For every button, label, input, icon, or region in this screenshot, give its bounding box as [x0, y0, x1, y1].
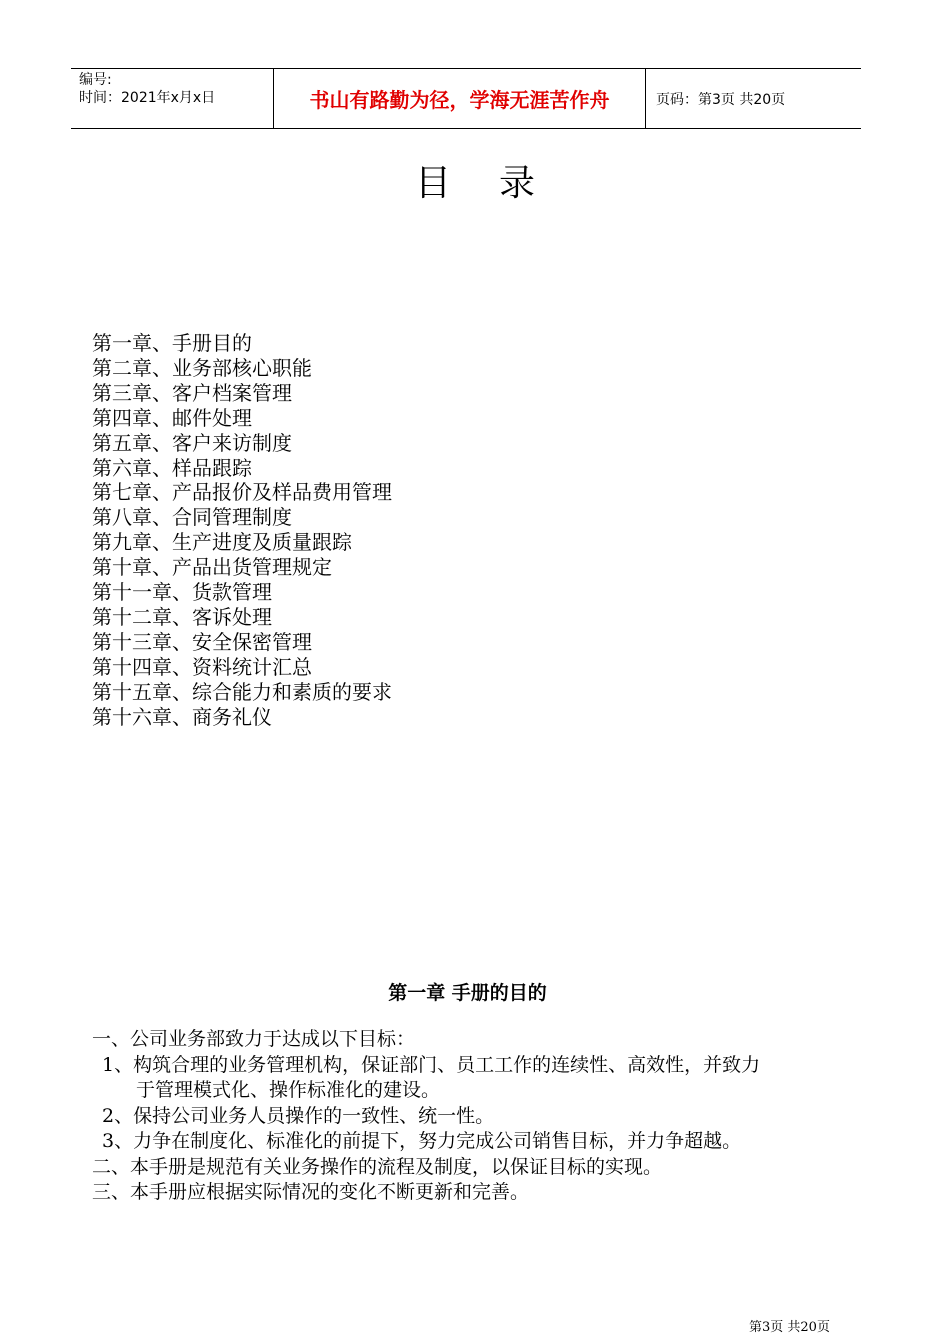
- toc-item: 第七章、产品报价及样品费用管理: [92, 480, 392, 505]
- paragraph: 2、保持公司业务人员操作的一致性、统一性。: [102, 1104, 495, 1127]
- paragraph: 于管理模式化、操作标准化的建设。: [136, 1079, 441, 1101]
- header-page-info: 页码：第3页 共20页: [656, 91, 786, 108]
- paragraph: 二、本手册是规范有关业务操作的流程及制度，以保证目标的实现。: [92, 1155, 663, 1178]
- toc-item: 第十五章、综合能力和素质的要求: [92, 679, 392, 704]
- toc-item: 第二章、业务部核心职能: [92, 355, 312, 380]
- paragraph: 3、力争在制度化、标准化的前提下，努力完成公司销售目标，并力争超越。: [102, 1130, 742, 1152]
- toc-item: 第九章、生产进度及质量跟踪: [92, 530, 352, 555]
- toc-title: 目录: [414, 163, 583, 204]
- document-number-label: 编号:: [79, 72, 112, 88]
- chapter-body: [92, 1027, 852, 1206]
- toc-item: 第一章、手册目的: [92, 331, 252, 355]
- toc-item: 第十六章、商务礼仪: [92, 704, 272, 729]
- toc-item: 第十三章、安全保密管理: [92, 629, 312, 654]
- header-motto: 书山有路勤为径，学海无涯苦作舟: [273, 69, 646, 128]
- chapter-title: 第一章 手册的目的: [388, 982, 547, 1004]
- page-footer: 第3页 共20页: [749, 1320, 830, 1335]
- paragraph: 一、公司业务部致力于达成以下目标：: [92, 1028, 416, 1050]
- table-of-contents: [92, 331, 392, 730]
- toc-item: 第十章、产品出货管理规定: [92, 555, 332, 580]
- paragraph: 三、本手册应根据实际情况的变化不断更新和完善。: [92, 1181, 530, 1203]
- toc-item: 第八章、合同管理制度: [92, 505, 292, 530]
- paragraph: 1、构筑合理的业务管理机构，保证部门、员工工作的连续性、高效性，并致力: [102, 1053, 761, 1076]
- toc-item: 第十四章、资料统计汇总: [92, 654, 312, 679]
- page-header: [71, 68, 861, 129]
- document-date: 时间：2021年x月x日: [79, 90, 216, 106]
- toc-item: 第三章、客户档案管理: [92, 380, 292, 405]
- toc-item: 第十二章、客诉处理: [92, 604, 272, 629]
- toc-item: 第五章、客户来访制度: [92, 430, 292, 455]
- toc-item: 第六章、样品跟踪: [92, 455, 252, 480]
- header-meta: [71, 69, 273, 128]
- toc-item: 第十一章、货款管理: [92, 580, 272, 605]
- toc-item: 第四章、邮件处理: [92, 405, 252, 430]
